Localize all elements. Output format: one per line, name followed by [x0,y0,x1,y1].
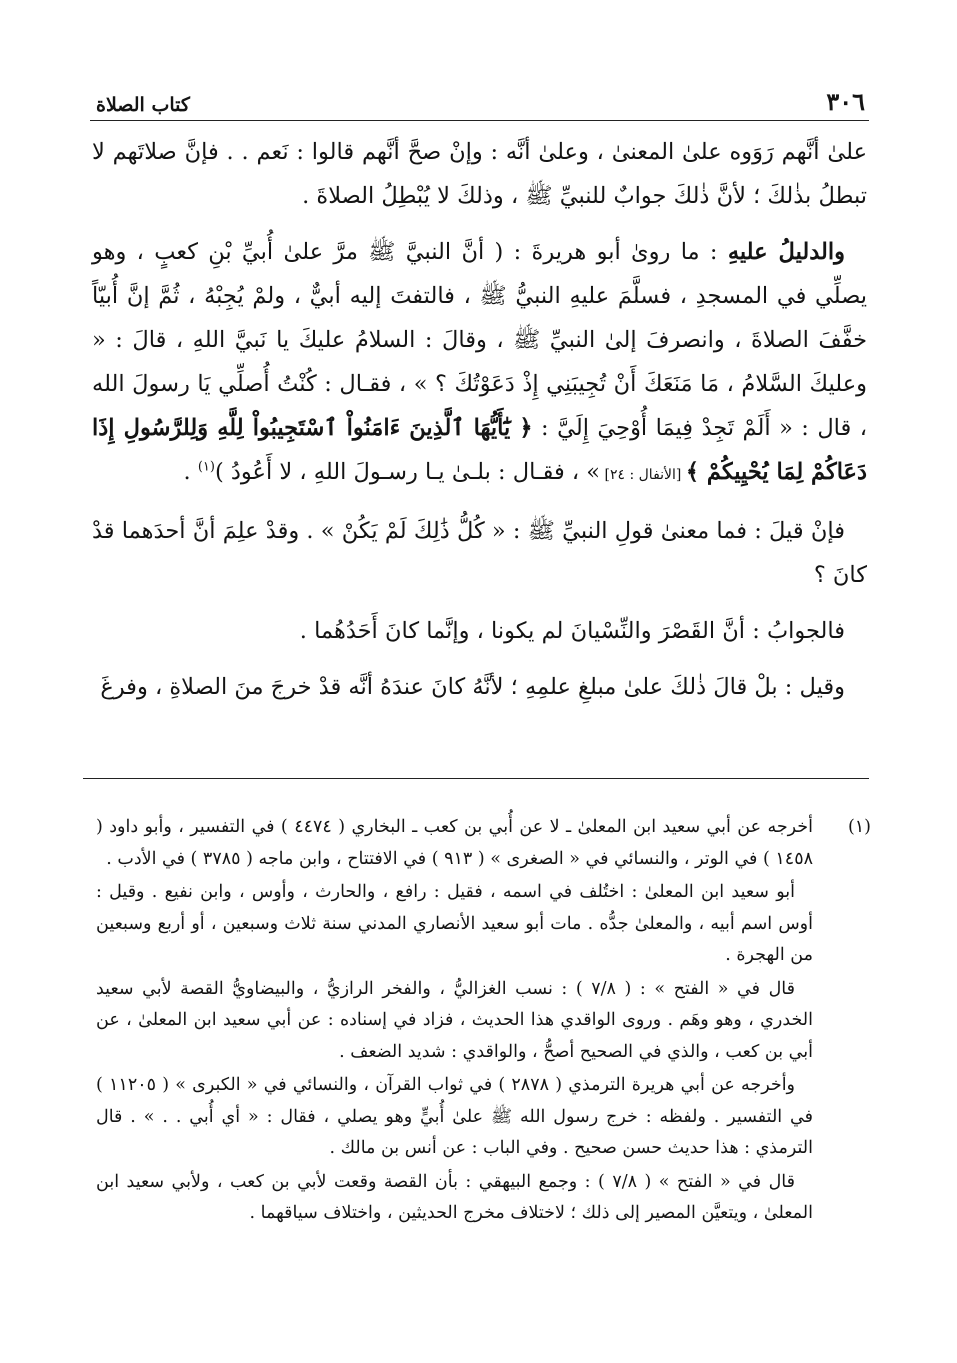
footnote-marker-1[interactable]: (١) [197,459,215,475]
footnote-body [96,812,813,1232]
verse-reference: [الأنفال : ٢٤] [600,467,686,483]
paragraph-5: وقيل : بلْ قالَ ذٰلكَ علىٰ مبلغِ علمِهِ ؛ لأنَّهُ كانَ عندَهُ أنَّه قدْ خرجَ منَ الصلاةِ ، وفرغَ [100,674,845,700]
paragraph-2-lead: والدليلُ عليهِ [727,239,846,265]
paragraph-2 [92,230,867,497]
footnote-paragraph-3: قال في « الفتح » : ( ٧/٨ ) : نسب الغزاليُّ ، والفخر الرازيُّ ، والبيضاويُّ القصة لأبي سعيد الخدري ، وهو وهَم . وروى الواقدي هذا الحديث ، فزاد في إسناده : عن أبي سعيد ابن المعلىٰ ، عن أبي بن كعب ، والذي في الصحيح أصحُّ ، والواقدي : شديد الضعف . [96,978,813,1062]
footnote-divider [83,778,869,779]
running-header [96,82,865,116]
page-number: ٣٠٦ [826,87,865,116]
footnote-paragraph-5: قال في « الفتح » ( ٧/٨ ) : وجمع البيهقي : بأن القصة وقعت لأبي بن كعب ، ولأبي سعيد ابن المعلىٰ ، ويتعيَّن المصير إلى ذلك ؛ لاختلاف مخرج الحديثين ، واختلاف سياقهما . [96,1171,813,1223]
paragraph-1: علىٰ أنَّهم رَوَوه علىٰ المعنىٰ ، وعلىٰ أنَّه : وإنْ صحَّ أنَّهم قالوا : نَعم . . فإنَّ صلاتَهم لا تبطلُ بذٰلكَ ؛ لأنَّ ذٰلكَ جوابٌ للنبيِّ ﷺ ، وذلكَ لا يُبْطِلُ الصلاةَ . [92,139,867,209]
hadith-text: : ما روىٰ أبو هريرةَ : ( أنَّ النبيَّ ﷺ مرَّ علىٰ أُبيِّ بْنِ كعبٍ ، وهو يصلِّي في المسجدِ ، فسلَّمَ عليهِ النبيُّ ﷺ ، فالتفتَ إليه أبيٌّ ، ولمْ يُجِبْهُ ، ثُمَّ إنَّ أُبيّاً خفَّفَ الصلاةَ ، وانصرفَ إلىٰ النبيِّ ﷺ ، وقالَ : السلامُ عليكَ يا نَبيَّ اللهِ ، قالَ : « وعليكَ السَّلامُ ، مَا مَنَعَكَ أَنْ تُجِيبَنِي إِذْ دَعَوْتُكَ ؟ » ، فقـال : كُنْتُ أُصلِّي يَا رسولَ الله ، قال : « أَلَمْ تَجِدْ فِيمَا أُوْحِيَ إِلَيَّ : [92,239,867,441]
book-title: كتاب الصلاة [96,94,190,116]
header-divider [90,120,869,121]
quran-verse: ﴿ يَٰٓأَيُّهَا ٱلَّذِينَ ءَامَنُواْ ٱسْتَجِيبُواْ لِلَّهِ وَلِلرَّسُولِ إِذَا دَعَاكُمْ لِمَا يُحْيِيكُمْ ﴾ [92,415,867,485]
footnotes [96,812,871,1232]
paragraph-3: فإنْ قيلَ : فما معنىٰ قولِ النبيِّ ﷺ : « كُلُّ ذَٰلِكَ لَمْ يَكُنْ » . وقدْ علِمَ أنَّ أحدَهما قدْ كانَ ؟ [92,518,867,588]
footnote-1 [96,812,871,1232]
main-text [92,130,867,721]
hadith-text-end: » ، فقـال : بلـىٰ يـا رسـولَ اللهِ ، لا أَعُودُ ) [214,459,601,485]
footnote-paragraph-1: أخرجه عن أبي سعيد ابن المعلىٰ ـ لا عن أُبي بن كعب ـ البخاري ( ٤٤٧٤ ) في التفسير ، وأبو داود ( ١٤٥٨ ) في الوتر ، والنسائي في « الصغرى » ( ٩١٣ ) في الافتتاح ، وابن ماجه ( ٣٧٨٥ ) في الأدب . [96,817,813,869]
paragraph-4: فالجوابُ : أنَّ القَصْرَ والنِّسْيانَ لم يكونا ، وإنَّما كانَ أَحَدُهُما . [299,618,845,644]
footnote-paragraph-2: أبو سعيد ابن المعلىٰ : اختُلف في اسمه ، فقيل : رافع ، والحارث ، وأوس ، وابن نفيع . وقيل : أوس اسم أبيه ، والمعلىٰ جدُّه . مات أبو سعيد الأنصاري المدني سنة ثلاث وسبعين ، أو أربع وسبعين من الهجرة . [96,882,813,965]
paragraph-2-end: . [183,459,198,485]
footnote-number: (١) [847,817,871,837]
footnote-paragraph-4: وأخرجه عن أبي هريرة الترمذي ( ٢٨٧٨ ) في ثواب القرآن ، والنسائي في « الكبرى » ( ١١٢٠٥ ) في التفسير . ولفظه : خرج رسول الله ﷺ علىٰ أُبيٍّ وهو يصلي ، فقال : « أي أُبي . . » . قال الترمذي : هذا حديث حسن صحيح . وفي الباب : عن أنس بن مالك . [96,1075,813,1158]
